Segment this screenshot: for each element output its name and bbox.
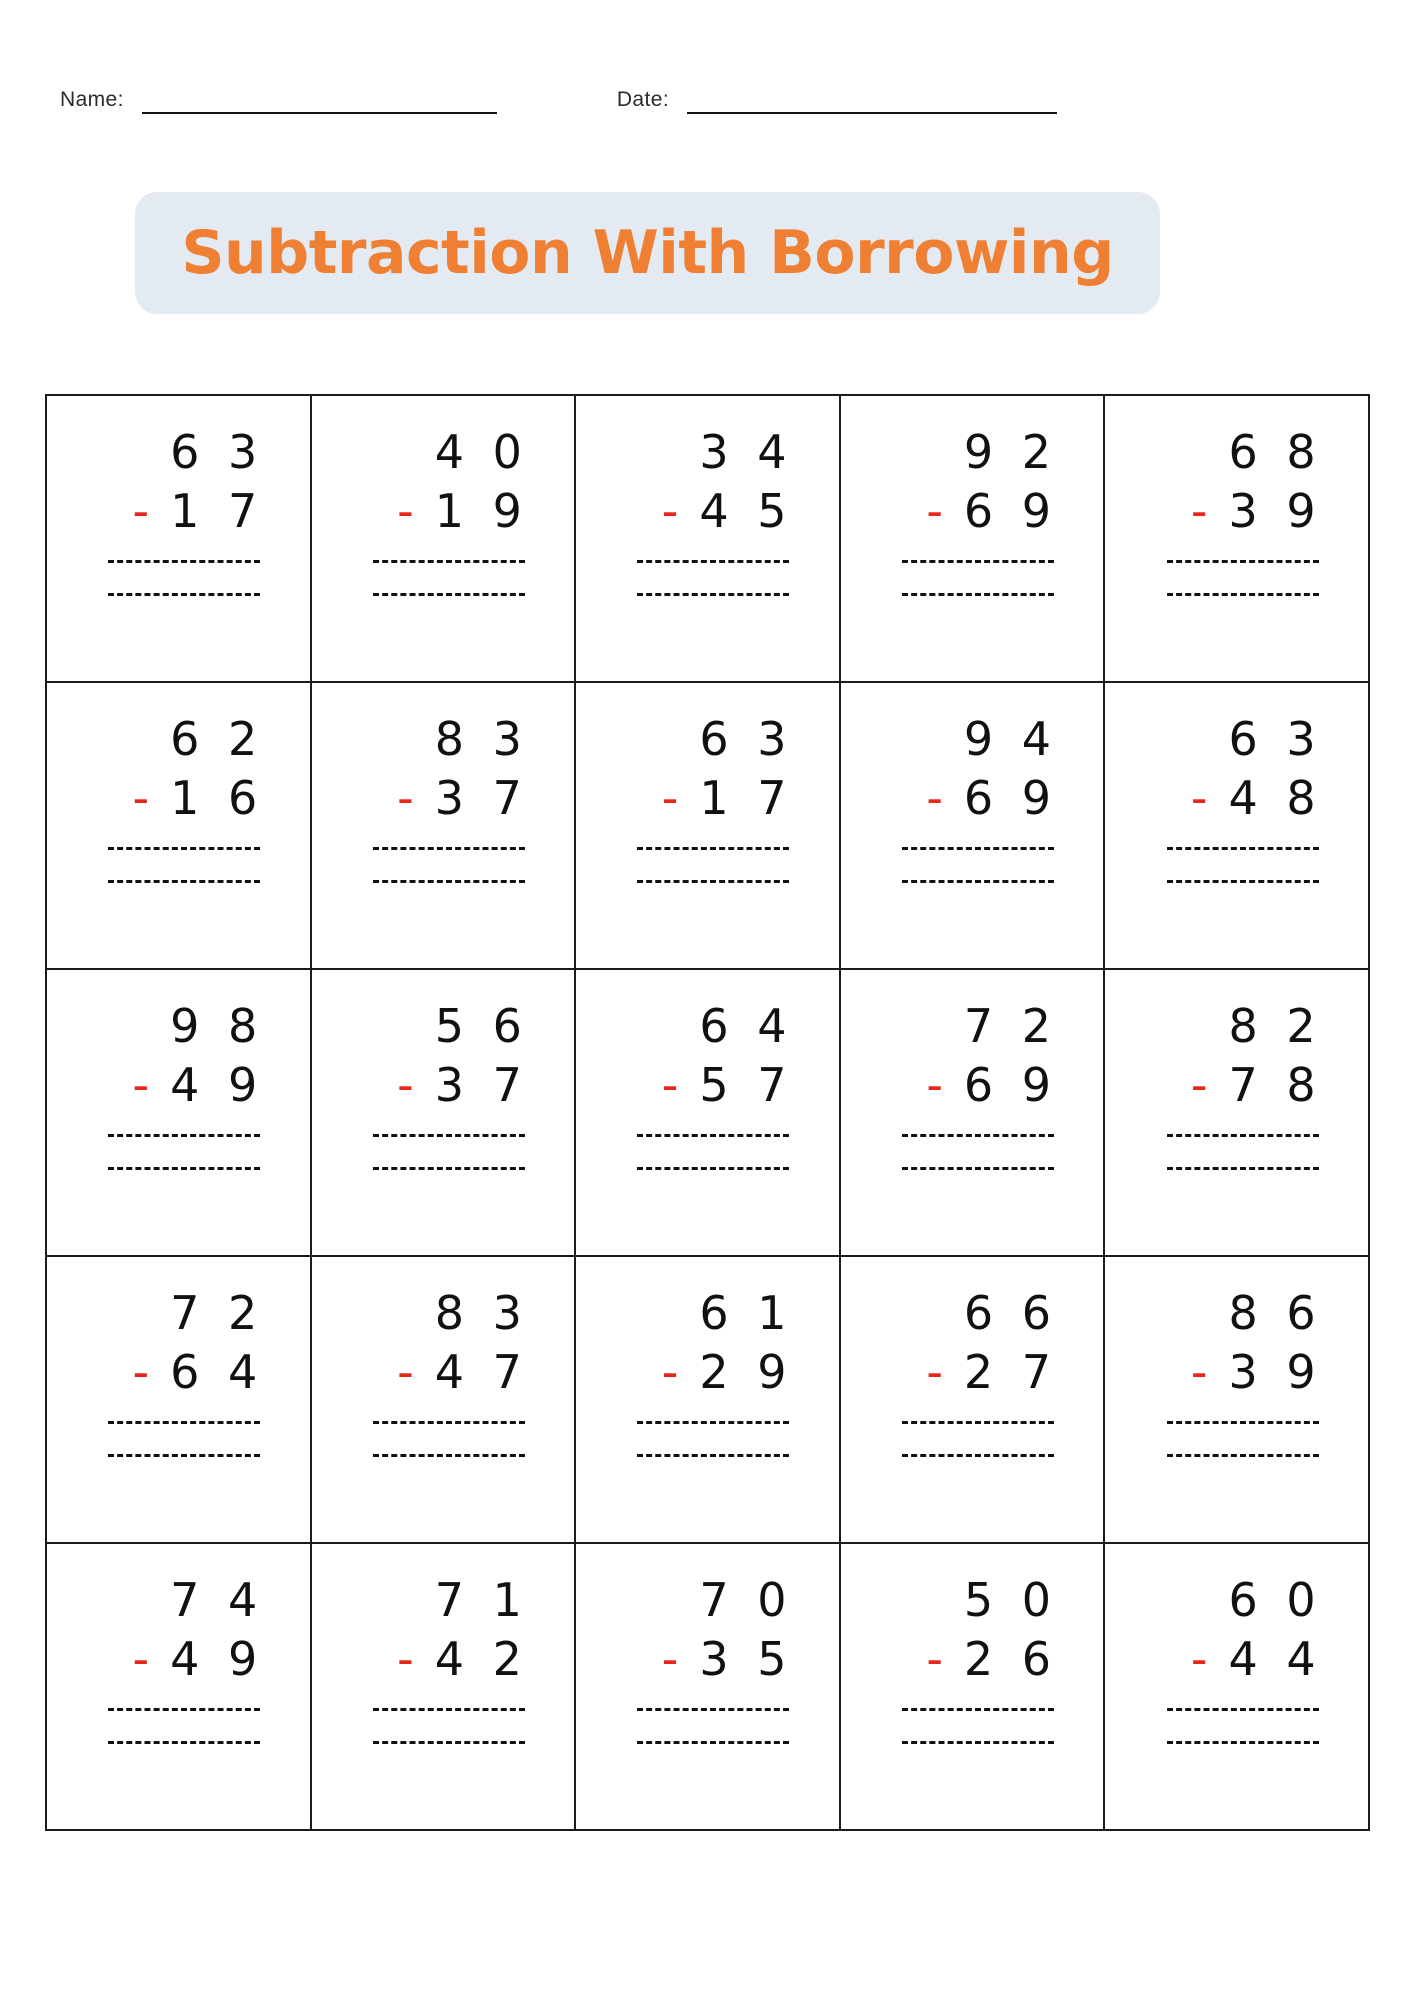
minus-operator: - — [132, 1344, 157, 1399]
minuend-row — [92, 713, 264, 766]
minuend-row — [357, 1287, 529, 1340]
minuend-row — [886, 1287, 1058, 1340]
answer-line-bottom[interactable] — [1167, 1167, 1319, 1170]
subtrahend-row — [1151, 485, 1323, 538]
date-input-line[interactable] — [687, 90, 1057, 114]
minuend: 9 4 — [963, 712, 1059, 766]
minus-operator: - — [132, 770, 157, 825]
problem-body — [92, 1574, 264, 1744]
subtrahend-row — [886, 1633, 1058, 1686]
minuend-row — [357, 1574, 529, 1627]
name-label: Name: — [60, 88, 124, 111]
subtrahend: 2 6 — [963, 1631, 1059, 1686]
subtrahend-row — [886, 1059, 1058, 1112]
minuend: 7 1 — [434, 1573, 529, 1627]
answer-line-top[interactable] — [373, 560, 525, 563]
answer-line-top[interactable] — [373, 1708, 525, 1711]
minus-operator: - — [132, 1631, 157, 1686]
problem-body — [621, 1000, 793, 1170]
problem — [47, 683, 310, 968]
minuend: 7 2 — [170, 1286, 265, 1340]
minus-operator: - — [1190, 770, 1215, 825]
minuend-row — [621, 713, 793, 766]
problem — [841, 970, 1104, 1255]
subtrahend: 4 7 — [434, 1344, 529, 1399]
problem-body — [357, 1574, 529, 1744]
problem-body — [1151, 1000, 1323, 1170]
answer-line-top[interactable] — [902, 560, 1054, 563]
answer-line-top[interactable] — [637, 1708, 789, 1711]
problem — [576, 1257, 839, 1542]
subtrahend-row — [357, 1633, 529, 1686]
subtrahend-row — [621, 1059, 793, 1112]
name-field-group — [60, 88, 497, 114]
subtrahend-row — [357, 772, 529, 825]
problem — [576, 396, 839, 681]
minuend-row — [1151, 1287, 1323, 1340]
problem-cell[interactable] — [840, 969, 1105, 1256]
answer-line-top[interactable] — [108, 1421, 260, 1424]
problem-body — [886, 1287, 1058, 1457]
subtrahend: 4 9 — [170, 1057, 265, 1112]
subtrahend: 4 4 — [1228, 1631, 1323, 1686]
worksheet-header — [60, 0, 1354, 114]
problem-body — [1151, 426, 1323, 596]
subtrahend-row — [1151, 772, 1323, 825]
answer-line-bottom[interactable] — [373, 1454, 525, 1457]
problems-section — [45, 394, 1369, 1831]
answer-line-top[interactable] — [1167, 560, 1319, 563]
subtrahend-row — [886, 1346, 1058, 1399]
minuend: 8 3 — [434, 712, 529, 766]
problem-cell[interactable] — [840, 395, 1105, 682]
problem-body — [621, 1574, 793, 1744]
subtrahend: 4 2 — [434, 1631, 529, 1686]
minus-operator: - — [1190, 1631, 1215, 1686]
problem-body — [621, 713, 793, 883]
answer-line-top[interactable] — [108, 847, 260, 850]
answer-line-bottom[interactable] — [637, 880, 789, 883]
answer-line-top[interactable] — [902, 1421, 1054, 1424]
problem — [312, 970, 575, 1255]
minuend-row — [886, 1000, 1058, 1053]
minus-operator: - — [132, 1057, 157, 1112]
problem-body — [92, 426, 264, 596]
subtrahend: 5 7 — [699, 1057, 794, 1112]
minus-operator: - — [132, 483, 157, 538]
minus-operator: - — [661, 1631, 686, 1686]
answer-line-bottom[interactable] — [637, 1741, 789, 1744]
minus-operator: - — [397, 770, 421, 825]
answer-line-top[interactable] — [637, 1134, 789, 1137]
subtrahend: 2 7 — [963, 1344, 1059, 1399]
minuend: 6 1 — [699, 1286, 794, 1340]
problem-cell[interactable] — [46, 1543, 311, 1830]
problem — [841, 1257, 1104, 1542]
problems-grid — [45, 394, 1370, 1831]
answer-line-bottom[interactable] — [902, 1454, 1054, 1457]
minuend: 5 0 — [963, 1573, 1059, 1627]
answer-line-top[interactable] — [1167, 1708, 1319, 1711]
answer-line-bottom[interactable] — [1167, 1741, 1319, 1744]
subtrahend: 3 9 — [1228, 483, 1323, 538]
minus-operator: - — [397, 1344, 421, 1399]
problem-cell[interactable] — [840, 682, 1105, 969]
title-banner — [135, 192, 1160, 314]
subtrahend: 4 9 — [170, 1631, 265, 1686]
subtrahend: 1 9 — [434, 483, 529, 538]
answer-line-top[interactable] — [637, 847, 789, 850]
answer-line-bottom[interactable] — [373, 593, 525, 596]
problem-cell[interactable] — [311, 969, 576, 1256]
problem — [576, 970, 839, 1255]
answer-line-top[interactable] — [637, 560, 789, 563]
problem-cell[interactable] — [575, 395, 840, 682]
minuend-row — [621, 426, 793, 479]
subtrahend: 3 5 — [699, 1631, 794, 1686]
problem — [312, 1544, 575, 1829]
problem-body — [92, 1287, 264, 1457]
problem-body — [886, 1000, 1058, 1170]
minus-operator: - — [1190, 1057, 1215, 1112]
subtrahend-row — [621, 1346, 793, 1399]
subtrahend: 1 7 — [699, 770, 794, 825]
answer-line-bottom[interactable] — [373, 880, 525, 883]
answer-line-bottom[interactable] — [1167, 1454, 1319, 1457]
answer-line-bottom[interactable] — [108, 1167, 260, 1170]
answer-line-bottom[interactable] — [108, 880, 260, 883]
minuend: 6 3 — [699, 712, 794, 766]
problem-body — [357, 1000, 529, 1170]
subtrahend: 6 9 — [963, 1057, 1059, 1112]
minuend: 6 4 — [699, 999, 794, 1053]
problem-body — [1151, 713, 1323, 883]
subtrahend-row — [886, 485, 1058, 538]
answer-line-top[interactable] — [902, 847, 1054, 850]
problem-cell[interactable] — [311, 1543, 576, 1830]
answer-line-bottom[interactable] — [108, 1741, 260, 1744]
minuend-row — [886, 1574, 1058, 1627]
minuend-row — [621, 1000, 793, 1053]
problem-cell[interactable] — [575, 969, 840, 1256]
minuend-row — [886, 426, 1058, 479]
minuend-row — [1151, 713, 1323, 766]
answer-line-bottom[interactable] — [108, 1454, 260, 1457]
subtrahend-row — [92, 485, 264, 538]
answer-line-bottom[interactable] — [902, 1167, 1054, 1170]
problem — [576, 683, 839, 968]
minuend: 9 8 — [170, 999, 265, 1053]
subtrahend-row — [621, 772, 793, 825]
problem — [576, 1544, 839, 1829]
minuend-row — [1151, 1000, 1323, 1053]
problem-body — [92, 713, 264, 883]
answer-line-top[interactable] — [902, 1708, 1054, 1711]
problem-cell[interactable] — [1104, 395, 1369, 682]
subtrahend: 6 4 — [170, 1344, 265, 1399]
problem-cell[interactable] — [311, 395, 576, 682]
problem-body — [92, 1000, 264, 1170]
minus-operator: - — [661, 1344, 686, 1399]
answer-line-bottom[interactable] — [637, 1454, 789, 1457]
answer-line-bottom[interactable] — [373, 1167, 525, 1170]
problem — [47, 396, 310, 681]
page-title: Subtraction With Borrowing — [181, 218, 1114, 288]
minuend: 9 2 — [963, 425, 1059, 479]
problem — [841, 1544, 1104, 1829]
name-input-line[interactable] — [142, 90, 497, 114]
minuend: 6 8 — [1228, 425, 1323, 479]
minuend: 7 2 — [963, 999, 1059, 1053]
minuend: 7 4 — [170, 1573, 265, 1627]
answer-line-top[interactable] — [1167, 847, 1319, 850]
subtrahend-row — [621, 485, 793, 538]
answer-line-top[interactable] — [1167, 1134, 1319, 1137]
answer-line-bottom[interactable] — [637, 1167, 789, 1170]
subtrahend: 4 5 — [699, 483, 794, 538]
minuend-row — [1151, 1574, 1323, 1627]
subtrahend: 3 7 — [434, 1057, 529, 1112]
subtrahend-row — [1151, 1346, 1323, 1399]
subtrahend: 3 7 — [434, 770, 529, 825]
problem-body — [886, 426, 1058, 596]
subtrahend: 1 7 — [170, 483, 265, 538]
problem — [47, 1257, 310, 1542]
minuend-row — [92, 426, 264, 479]
minuend-row — [621, 1287, 793, 1340]
problem — [47, 970, 310, 1255]
problem — [1105, 970, 1368, 1255]
problem-cell[interactable] — [311, 1256, 576, 1543]
minus-operator: - — [661, 483, 686, 538]
problem-body — [357, 426, 529, 596]
date-field-group — [617, 88, 1057, 114]
answer-line-top[interactable] — [902, 1134, 1054, 1137]
minuend: 4 0 — [434, 425, 529, 479]
problem — [841, 683, 1104, 968]
minuend: 8 6 — [1228, 1286, 1323, 1340]
problem-cell[interactable] — [46, 682, 311, 969]
minus-operator: - — [1190, 1344, 1215, 1399]
minuend: 7 0 — [699, 1573, 794, 1627]
answer-line-bottom[interactable] — [108, 593, 260, 596]
subtrahend-row — [1151, 1059, 1323, 1112]
minuend: 3 4 — [699, 425, 794, 479]
problem-body — [621, 1287, 793, 1457]
answer-line-top[interactable] — [373, 1421, 525, 1424]
minus-operator: - — [926, 1631, 950, 1686]
problem-body — [621, 426, 793, 596]
problem-cell[interactable] — [1104, 969, 1369, 1256]
minuend-row — [92, 1000, 264, 1053]
answer-line-top[interactable] — [1167, 1421, 1319, 1424]
problem-body — [357, 713, 529, 883]
problem — [1105, 1544, 1368, 1829]
minus-operator: - — [661, 1057, 686, 1112]
answer-line-top[interactable] — [373, 1134, 525, 1137]
minus-operator: - — [397, 1631, 421, 1686]
minus-operator: - — [1190, 483, 1215, 538]
minuend-row — [92, 1574, 264, 1627]
subtrahend-row — [92, 772, 264, 825]
problem-cell[interactable] — [46, 395, 311, 682]
subtrahend: 2 9 — [699, 1344, 794, 1399]
problem-row — [46, 395, 1369, 682]
problem — [841, 396, 1104, 681]
answer-line-bottom[interactable] — [637, 593, 789, 596]
problem-cell[interactable] — [1104, 1256, 1369, 1543]
subtrahend-row — [92, 1633, 264, 1686]
answer-line-bottom[interactable] — [1167, 593, 1319, 596]
title-section — [135, 192, 1354, 314]
minuend: 8 2 — [1228, 999, 1323, 1053]
minuend: 6 3 — [170, 425, 265, 479]
problem-cell[interactable] — [575, 682, 840, 969]
minuend: 6 6 — [963, 1286, 1059, 1340]
problem-row — [46, 969, 1369, 1256]
subtrahend: 6 9 — [963, 770, 1059, 825]
minuend: 5 6 — [434, 999, 529, 1053]
subtrahend: 6 9 — [963, 483, 1059, 538]
problem-row — [46, 682, 1369, 969]
problem-cell[interactable] — [840, 1543, 1105, 1830]
subtrahend: 3 9 — [1228, 1344, 1323, 1399]
problem-cell[interactable] — [575, 1543, 840, 1830]
minus-operator: - — [397, 483, 421, 538]
subtrahend: 1 6 — [170, 770, 265, 825]
problem-cell[interactable] — [575, 1256, 840, 1543]
answer-line-bottom[interactable] — [902, 593, 1054, 596]
subtrahend-row — [886, 772, 1058, 825]
problem — [312, 683, 575, 968]
subtrahend-row — [92, 1059, 264, 1112]
minuend: 6 2 — [170, 712, 265, 766]
minus-operator: - — [926, 770, 950, 825]
problem — [1105, 396, 1368, 681]
minuend-row — [1151, 426, 1323, 479]
minuend: 8 3 — [434, 1286, 529, 1340]
problem-cell[interactable] — [1104, 682, 1369, 969]
subtrahend-row — [357, 1346, 529, 1399]
minuend-row — [357, 713, 529, 766]
answer-line-top[interactable] — [373, 847, 525, 850]
problem — [1105, 683, 1368, 968]
minuend: 6 0 — [1228, 1573, 1323, 1627]
minus-operator: - — [926, 1057, 950, 1112]
subtrahend-row — [621, 1633, 793, 1686]
minus-operator: - — [926, 1344, 950, 1399]
problem-cell[interactable] — [46, 969, 311, 1256]
problem — [1105, 1257, 1368, 1542]
problem — [312, 396, 575, 681]
problem-body — [1151, 1287, 1323, 1457]
problem-cell[interactable] — [840, 1256, 1105, 1543]
answer-line-top[interactable] — [108, 1134, 260, 1137]
subtrahend: 7 8 — [1228, 1057, 1323, 1112]
minus-operator: - — [397, 1057, 421, 1112]
subtrahend: 4 8 — [1228, 770, 1323, 825]
answer-line-bottom[interactable] — [1167, 880, 1319, 883]
problem-body — [886, 713, 1058, 883]
problem-body — [886, 1574, 1058, 1744]
subtrahend-row — [1151, 1633, 1323, 1686]
problem — [47, 1544, 310, 1829]
problem-body — [357, 1287, 529, 1457]
subtrahend-row — [357, 1059, 529, 1112]
minus-operator: - — [661, 770, 686, 825]
problem-row — [46, 1256, 1369, 1543]
answer-line-bottom[interactable] — [902, 880, 1054, 883]
minus-operator: - — [926, 483, 950, 538]
date-label: Date: — [616, 88, 670, 111]
problem-body — [1151, 1574, 1323, 1744]
minuend-row — [92, 1287, 264, 1340]
problem-cell[interactable] — [311, 682, 576, 969]
answer-line-bottom[interactable] — [373, 1741, 525, 1744]
problem-cell[interactable] — [1104, 1543, 1369, 1830]
problem-cell[interactable] — [46, 1256, 311, 1543]
answer-line-top[interactable] — [637, 1421, 789, 1424]
subtrahend-row — [92, 1346, 264, 1399]
minuend-row — [357, 426, 529, 479]
minuend: 6 3 — [1228, 712, 1323, 766]
answer-line-top[interactable] — [108, 560, 260, 563]
problem — [312, 1257, 575, 1542]
minuend-row — [886, 713, 1058, 766]
minuend-row — [357, 1000, 529, 1053]
minuend-row — [621, 1574, 793, 1627]
answer-line-top[interactable] — [108, 1708, 260, 1711]
problem-row — [46, 1543, 1369, 1830]
answer-line-bottom[interactable] — [902, 1741, 1054, 1744]
subtrahend-row — [357, 485, 529, 538]
